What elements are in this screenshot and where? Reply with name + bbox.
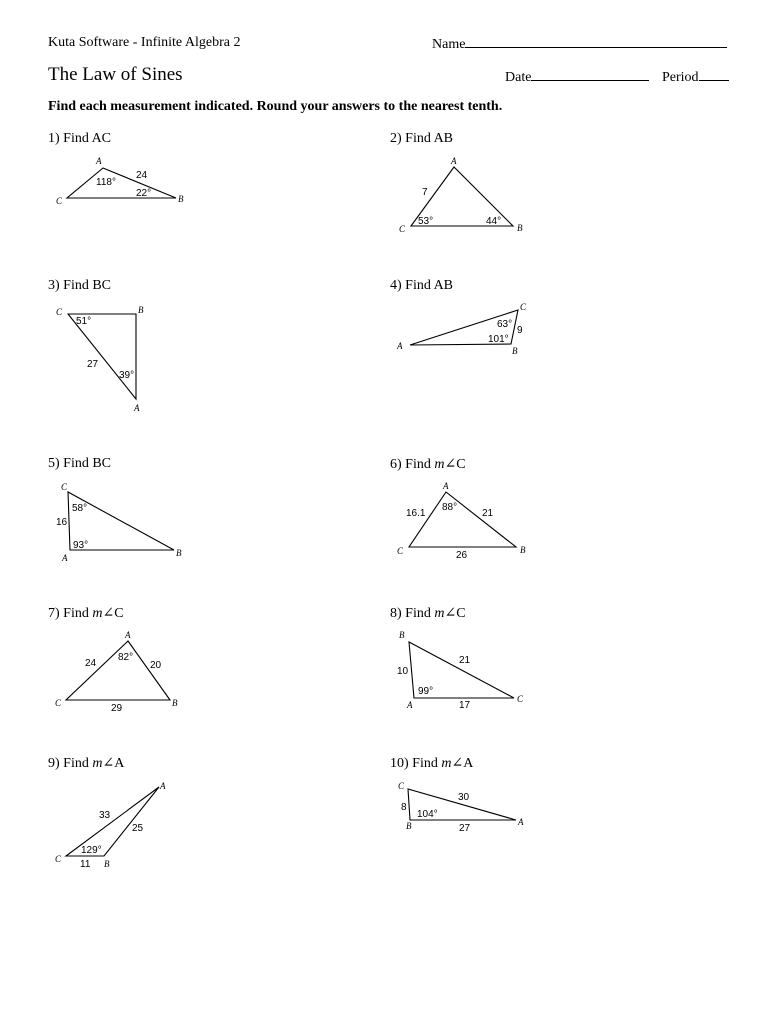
problem-number: 6) [390,457,402,472]
vertex-label: C [55,698,62,708]
problem-10-label: 10) Find m∠A [390,756,474,771]
vertex-label: B [104,859,110,869]
triangle-1 [67,168,176,198]
triangle-6 [409,492,516,547]
period-label: Period [662,70,699,85]
side-length: 21 [482,508,494,519]
side-length: 26 [456,550,468,561]
publisher-label: Kuta Software - Infinite Algebra 2 [48,35,241,50]
problem-4-label: 4) Find AB [390,278,454,293]
problem-2-label: 2) Find AB [390,131,454,146]
vertex-label: C [56,196,63,206]
side-length: 33 [99,810,111,821]
angle-measure: 22° [136,188,152,199]
vertex-label: A [397,341,403,351]
side-length: 17 [459,700,471,711]
problem-9-label: 9) Find m∠A [48,756,125,771]
problem-number: 8) [390,606,402,621]
vertex-label: A [134,403,140,413]
vertex-label: A [443,481,449,491]
vertex-label: B [138,305,144,315]
vertex-label: C [55,854,62,864]
angle-measure: 104° [417,809,438,820]
side-length: 9 [517,325,523,336]
angle-measure: 63° [497,319,513,330]
page-title: The Law of Sines [48,64,183,85]
vertex-label: B [176,548,182,558]
vertex-label: C [397,546,404,556]
vertex-label: B [406,821,412,831]
problem-number: 9) [48,756,60,771]
side-length: 10 [397,666,409,677]
side-length: 20 [150,660,162,671]
vertex-label: C [61,482,68,492]
vertex-label: C [517,694,524,704]
angle-measure: 53° [418,216,434,227]
side-length: 27 [459,823,471,834]
angle-measure: 82° [118,652,134,663]
problem-5-label: 5) Find BC [48,456,112,471]
problem-number: 1) [48,131,60,146]
problem-6-label: 6) Find m∠C [390,457,466,472]
vertex-label: B [399,630,405,640]
vertex-label: A [518,817,524,827]
vertex-label: C [56,307,63,317]
angle-measure: 39° [119,370,135,381]
problem-number: 5) [48,456,60,471]
triangle-9 [66,787,159,856]
vertex-label: B [178,194,184,204]
vertex-label: A [96,156,102,166]
angle-measure: 99° [418,686,434,697]
problem-1-label: 1) Find AC [48,131,112,146]
side-length: 21 [459,655,471,666]
side-length: 29 [111,703,123,714]
vertex-label: B [172,698,178,708]
side-length: 24 [136,170,148,181]
side-length: 27 [87,359,99,370]
vertex-label: A [62,553,68,563]
angle-measure: 93° [73,540,89,551]
side-length: 16.1 [406,508,426,519]
vertex-label: B [517,223,523,233]
angle-measure: 44° [486,216,502,227]
angle-measure: 58° [72,503,88,514]
vertex-label: A [451,156,457,166]
problem-number: 7) [48,606,60,621]
problem-number: 4) [390,278,402,293]
vertex-label: C [399,224,406,234]
vertex-label: A [125,630,131,640]
vertex-label: B [512,346,518,356]
side-length: 25 [132,823,144,834]
date-label: Date [505,70,532,85]
side-length: 24 [85,658,97,669]
angle-measure: 51° [76,316,92,327]
problem-3-label: 3) Find BC [48,278,112,293]
vertex-label: A [160,781,166,791]
angle-measure: 129° [81,845,102,856]
problem-number: 2) [390,131,402,146]
problem-number: 10) [390,756,409,771]
vertex-label: C [398,781,405,791]
name-label: Name [432,37,466,52]
vertex-label: C [520,302,527,312]
vertex-label: B [520,545,526,555]
problem-7-label: 7) Find m∠C [48,606,124,621]
problem-8-label: 8) Find m∠C [390,606,466,621]
side-length: 30 [458,792,470,803]
side-length: 16 [56,517,68,528]
problem-number: 3) [48,278,60,293]
instructions: Find each measurement indicated. Round your answers to the nearest tenth. [48,99,503,114]
angle-measure: 88° [442,502,458,513]
vertex-label: A [407,700,413,710]
angle-measure: 101° [488,334,509,345]
angle-measure: 118° [96,177,116,188]
side-length: 7 [422,187,428,198]
side-length: 11 [80,859,91,870]
side-length: 8 [401,802,407,813]
